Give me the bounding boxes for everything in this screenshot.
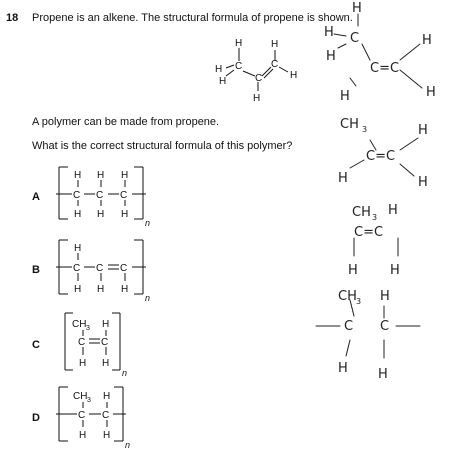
propene-atom: H (253, 93, 261, 104)
svg-text:C: C (78, 410, 86, 421)
option-letter-d[interactable]: D (32, 412, 40, 424)
option-d-structure[interactable] (56, 384, 156, 452)
svg-text:H: H (103, 391, 111, 402)
svg-text:CH: CH (352, 205, 371, 220)
svg-text:H: H (388, 203, 398, 218)
svg-text:n: n (145, 218, 151, 228)
svg-text:3: 3 (86, 325, 90, 332)
option-a-structure[interactable] (56, 164, 156, 230)
svg-text:C: C (120, 190, 128, 201)
svg-text:3: 3 (372, 213, 378, 222)
svg-text:H: H (352, 1, 362, 16)
svg-text:H: H (378, 367, 388, 382)
svg-text:H: H (97, 170, 105, 181)
svg-text:C: C (73, 190, 81, 201)
propene-atom: H (219, 76, 227, 87)
svg-text:C=C: C=C (370, 61, 400, 76)
svg-text:n: n (125, 440, 131, 450)
svg-text:H: H (74, 209, 82, 220)
svg-text:H: H (121, 209, 129, 220)
svg-text:H: H (340, 89, 350, 104)
svg-text:C: C (380, 319, 390, 334)
handwritten-notes (310, 0, 455, 454)
svg-text:H: H (348, 263, 358, 278)
svg-text:H: H (102, 319, 110, 330)
question-stem: Propene is an alkene. The structural formula of propene is shown. (32, 12, 353, 24)
svg-text:C: C (78, 337, 86, 348)
question-line-ask: What is the correct structural formula of this polymer? (32, 140, 293, 152)
svg-text:H: H (79, 358, 87, 369)
svg-text:H: H (338, 171, 348, 186)
option-letter-c[interactable]: C (32, 339, 40, 351)
svg-text:H: H (121, 284, 129, 295)
svg-text:H: H (74, 284, 82, 295)
svg-text:H: H (103, 430, 111, 441)
svg-text:H: H (426, 85, 436, 100)
svg-text:3: 3 (356, 297, 362, 306)
svg-text:CH: CH (72, 319, 87, 330)
propene-atom: H (235, 38, 243, 49)
svg-text:C: C (73, 263, 81, 274)
svg-text:H: H (390, 263, 400, 278)
svg-text:H: H (326, 49, 336, 64)
svg-text:H: H (102, 358, 110, 369)
svg-text:C: C (344, 319, 354, 334)
svg-text:H: H (121, 170, 129, 181)
propene-atom: C (235, 61, 243, 72)
question-line-polymer: A polymer can be made from propene. (32, 116, 220, 128)
svg-text:H: H (97, 284, 105, 295)
svg-text:CH: CH (340, 117, 359, 132)
svg-text:H: H (418, 123, 428, 138)
svg-text:H: H (74, 170, 82, 181)
svg-text:n: n (122, 368, 128, 378)
svg-text:C: C (350, 31, 360, 46)
svg-text:H: H (97, 209, 105, 220)
svg-text:C: C (102, 410, 110, 421)
option-c-structure[interactable] (62, 310, 142, 380)
svg-text:H: H (422, 33, 432, 48)
svg-text:C: C (101, 337, 109, 348)
propene-atom: C (271, 59, 279, 70)
svg-text:C: C (120, 263, 128, 274)
svg-text:3: 3 (87, 397, 91, 404)
svg-text:C=C: C=C (366, 149, 396, 164)
option-b-structure[interactable] (56, 237, 156, 305)
svg-text:C=C: C=C (354, 225, 384, 240)
svg-text:n: n (145, 293, 151, 303)
svg-text:H: H (74, 243, 82, 254)
svg-text:H: H (418, 175, 428, 190)
option-letter-a[interactable]: A (32, 191, 40, 203)
question-number: 18 (6, 12, 19, 24)
svg-text:C: C (96, 263, 104, 274)
svg-text:H: H (324, 25, 334, 40)
propene-atom: H (271, 39, 279, 50)
svg-text:CH: CH (73, 391, 88, 402)
propene-atom: H (290, 70, 298, 81)
svg-text:H: H (380, 289, 390, 304)
option-letter-b[interactable]: B (32, 264, 40, 276)
svg-text:C: C (96, 190, 104, 201)
svg-text:CH: CH (338, 289, 357, 304)
propene-atom: H (215, 64, 223, 75)
svg-text:H: H (338, 361, 348, 376)
propene-atom: C (255, 73, 263, 84)
svg-text:H: H (79, 430, 87, 441)
svg-text:3: 3 (362, 125, 368, 134)
propene-structure (205, 36, 305, 108)
